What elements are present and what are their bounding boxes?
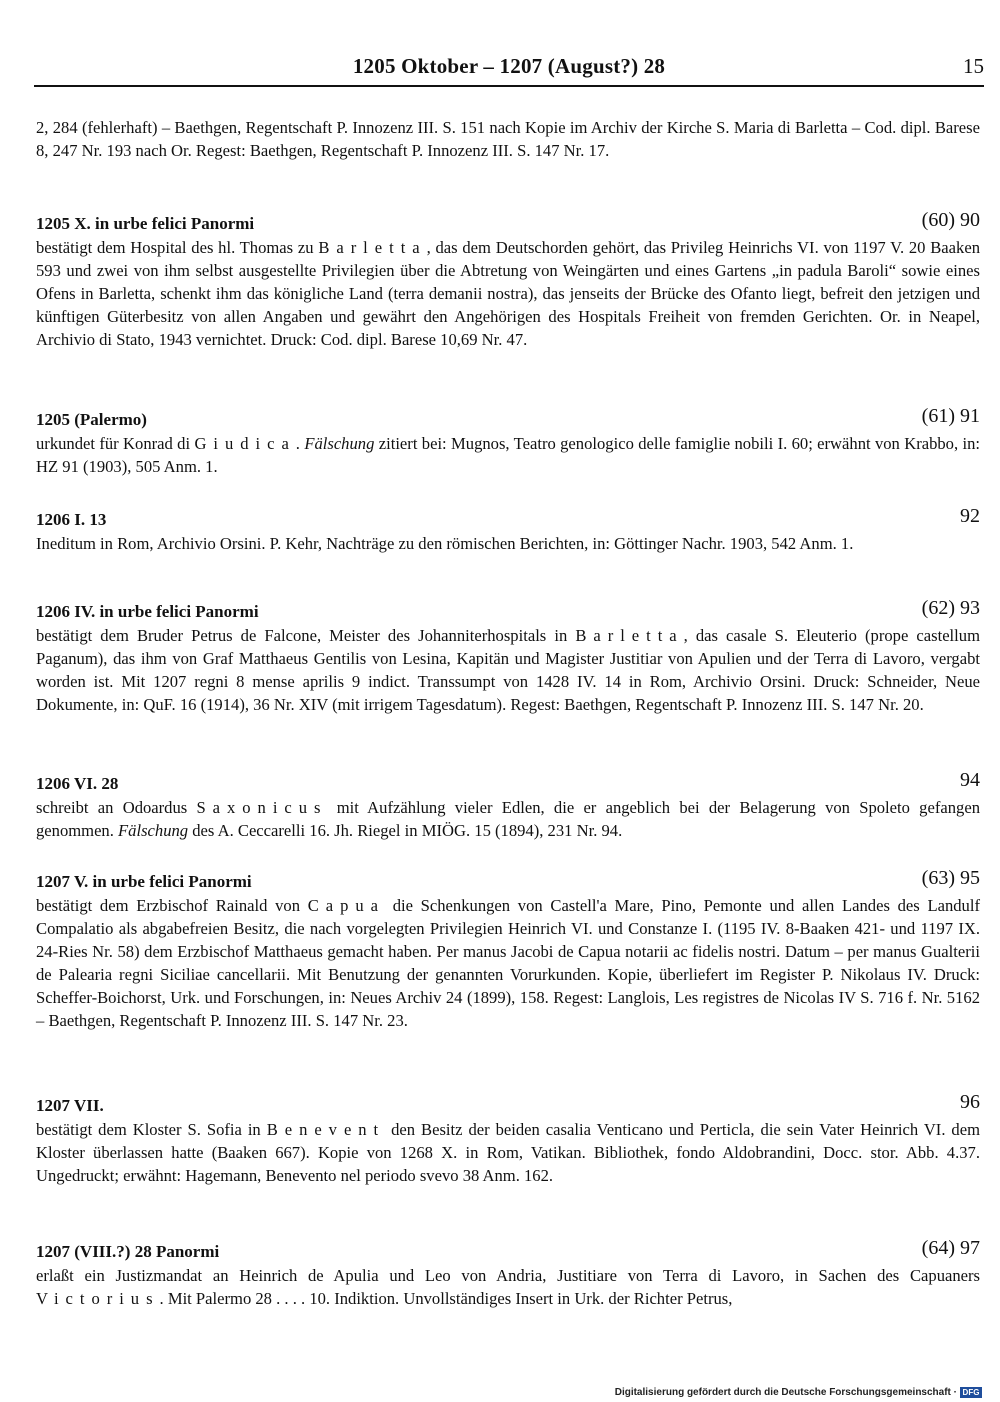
entry-head bbox=[36, 505, 980, 532]
entry-body: bestätigt dem Erzbischof Rainald von Capua die Schenkungen von Castell'a Mare, Pino, Pemonte und allen Landes des Landulf Compalatio als abgabefreien Besitz, die nach vorgelegten Privilegien Heinrich VI. und Constanze I. (1195 IV. 8-Baaken 421- und 1197 IX. 24-Ries Nr. 58) dem Erzbischof Matthaeus gemacht haben. Per manus Jacobi de Capua notarii ac fidelis nostri. Datum – per manus Gualterii de Palearia regni Siciliae cancellarii. Mit Benutzung der genannten Vorurkunden. Kopie, überliefert im Register P. Nikolaus IV. Druck: Scheffer-Boichorst, Urk. und Forschungen, in: Neues Archiv 24 (1899), 158. Regest: Langlois, Les registres de Nicolas IV S. 716 f. Nr. 5162 – Baethgen, Regentschaft P. Innozenz III. S. 147 Nr. 23. bbox=[36, 896, 980, 1030]
entry-date: 1206 VI. 28 bbox=[36, 774, 119, 793]
entry-head bbox=[36, 1091, 980, 1118]
place-name: Barletta bbox=[575, 626, 684, 645]
credit-text: Digitalisierung gefördert durch die Deutsche Forschungsgemeinschaft · bbox=[614, 1386, 957, 1398]
page-number: 15 bbox=[963, 54, 984, 78]
digitization-credit bbox=[615, 1386, 982, 1398]
entry-body: bestätigt dem Hospital des hl. Thomas zu Barletta, das dem Deutschorden gehört, das Privileg Heinrichs VI. von 1197 V. 20 Baaken 593 und zwei von ihm selbst ausgestellte Privilegien über die Abtretung von Weingärten und eines Gartens „in padula Baroli“ sowie eines Ofens in Barletta, schenkt ihm das königliche Land (terra demanii nostra), das jenseits der Brücke des Ofanto liegt, befreit den jetzigen und künftigen Güterbesitz von allen Angaben und gewährt den Angehörigen des Hospitals Freiheit von fremden Gerichten. Or. in Neapel, Archivio di Stato, 1943 vernichtet. Druck: Cod. dipl. Barese 10,69 Nr. 47. bbox=[36, 238, 980, 349]
place-name: Victorius bbox=[36, 1289, 160, 1308]
entry-body: urkundet für Konrad di Giudica. Fälschung zitiert bei: Mugnos, Teatro genologico delle famiglie nobili I. 60; erwähnt von Krabbo, in: HZ 91 (1903), 505 Anm. 1. bbox=[36, 434, 981, 476]
entry-93 bbox=[36, 597, 980, 716]
entry-head bbox=[36, 1237, 980, 1264]
intro-paragraph: 2, 284 (fehlerhaft) – Baethgen, Regentschaft P. Innozenz III. S. 151 nach Kopie im Archiv der Kirche S. Maria di Barletta – Cod. dipl. Barese 8, 247 Nr. 193 nach Or. Regest: Baethgen, Regentschaft P. Innozenz III. S. 147 Nr. 17. bbox=[36, 118, 980, 160]
italic-term: Fälschung bbox=[304, 434, 375, 453]
entry-body: Ineditum in Rom, Archivio Orsini. P. Kehr, Nachträge zu den römischen Berichten, in: Göttinger Nachr. 1903, 542 Anm. 1. bbox=[36, 534, 854, 553]
entry-number: 94 bbox=[960, 769, 980, 791]
entry-number: 92 bbox=[960, 505, 980, 527]
entry-number: 96 bbox=[960, 1091, 980, 1113]
entry-body: schreibt an Odoardus Saxonicus mit Aufzählung vieler Edlen, die er angeblich bei der Belagerung von Spoleto gefangen genommen. Fälschung des A. Ceccarelli 16. Jh. Riegel in MIÖG. 15 (1894), 231 Nr. 94. bbox=[36, 798, 980, 840]
entry-date: 1207 VII. bbox=[36, 1096, 104, 1115]
dfg-logo-icon: DFG bbox=[960, 1387, 982, 1398]
entry-head bbox=[36, 405, 980, 432]
entry-head bbox=[36, 769, 980, 796]
entry-body: bestätigt dem Kloster S. Sofia in Benevent den Besitz der beiden casalia Venticano und Perticla, die sein Vater Heinrich VI. dem Kloster überlassen hatte (Baaken 667). Kopie von 1268 X. in Rom, Vatikan. Bibliothek, fondo Aldobrandini, Docc. stor. Abb. 4.37. Ungedruckt; erwähnt: Hagemann, Benevento nel periodo svevo 38 Anm. 162. bbox=[36, 1120, 980, 1185]
place-name: Giudica bbox=[194, 434, 296, 453]
entry-head bbox=[36, 209, 980, 236]
entry-number: (61) 91 bbox=[921, 405, 980, 427]
entry-97 bbox=[36, 1237, 980, 1310]
running-title: 1205 Oktober – 1207 (August?) 28 bbox=[352, 54, 666, 78]
entry-date: 1207 (VIII.?) 28 Panormi bbox=[36, 1242, 220, 1261]
place-name: Saxonicus bbox=[196, 798, 328, 817]
entry-90 bbox=[36, 209, 980, 351]
entry-number: (62) 93 bbox=[921, 597, 980, 619]
entry-96 bbox=[36, 1091, 980, 1187]
entry-date: 1205 X. in urbe felici Panormi bbox=[36, 214, 255, 233]
entry-94 bbox=[36, 769, 980, 842]
entry-number: (63) 95 bbox=[921, 867, 980, 889]
italic-term: Fälschung bbox=[118, 821, 189, 840]
entry-body: erlaßt ein Justizmandat an Heinrich de Apulia und Leo von Andria, Justitiare von Terra di Lavoro, in Sachen des Capuaners Victorius. Mit Palermo 28 . . . . 10. Indiktion. Unvollständiges Insert in Urk. der Richter Petrus, bbox=[36, 1266, 980, 1308]
entry-date: 1207 V. in urbe felici Panormi bbox=[36, 872, 252, 891]
entry-number: (64) 97 bbox=[921, 1237, 980, 1259]
header-rule bbox=[34, 85, 984, 87]
entry-92 bbox=[36, 505, 980, 555]
entry-number: (60) 90 bbox=[921, 209, 980, 231]
place-name: Barletta bbox=[318, 238, 427, 257]
entry-date: 1205 (Palermo) bbox=[36, 410, 147, 429]
entry-date: 1206 IV. in urbe felici Panormi bbox=[36, 602, 259, 621]
place-name: Capua bbox=[307, 896, 385, 915]
entry-head bbox=[36, 867, 980, 894]
entry-body: bestätigt dem Bruder Petrus de Falcone, Meister des Johanniterhospitals in Barletta, das casale S. Eleuterio (prope castellum Paganum), das ihm von Graf Matthaeus Gentilis von Lesina, Kapitän und Magister Justitiar von Apulien und der Terra di Lavoro, vergabt worden ist. Mit 1207 regni 8 mense aprilis 9 indict. Transsumpt von 1428 IV. 14 in Rom, Archivio Orsini. Druck: Schneider, Neue Dokumente, in: QuF. 16 (1914), 36 Nr. XIV (mit irrigem Tagesdatum). Regest: Baethgen, Regentschaft P. Innozenz III. S. 147 Nr. 20. bbox=[36, 626, 980, 714]
entry-head bbox=[36, 597, 980, 624]
entry-date: 1206 I. 13 bbox=[36, 510, 107, 529]
entry-91 bbox=[36, 405, 981, 478]
entry-95 bbox=[36, 867, 980, 1032]
place-name: Benevent bbox=[266, 1120, 386, 1139]
page-header bbox=[34, 54, 984, 82]
